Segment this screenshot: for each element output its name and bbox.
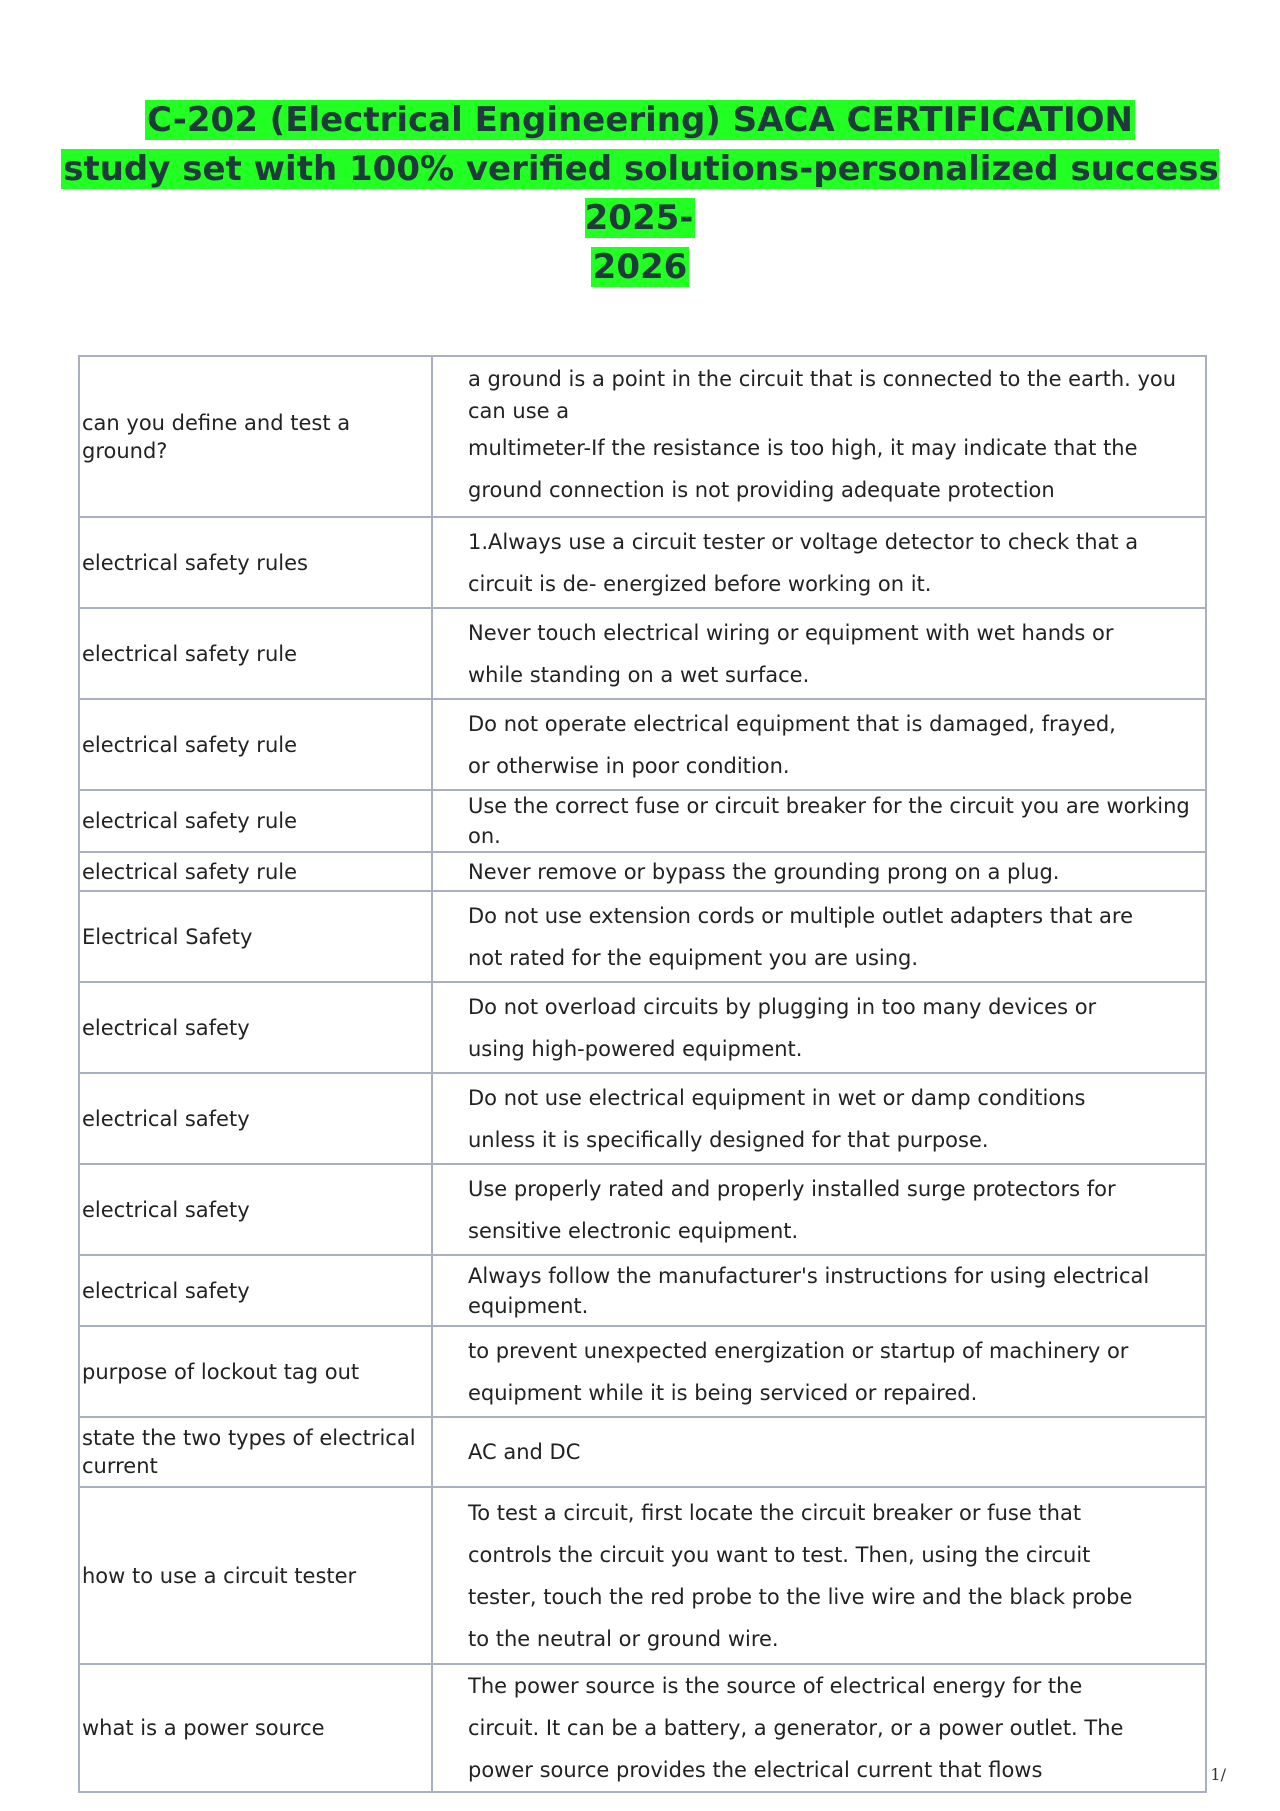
- question-cell: electrical safety: [79, 1073, 432, 1164]
- answer-line: To test a circuit, first locate the circuit breaker or fuse that: [468, 1500, 1082, 1525]
- answer-line: controls the circuit you want to test. Then, using the circuit: [468, 1542, 1091, 1567]
- question-cell: electrical safety: [79, 1164, 432, 1255]
- table-row: [79, 1255, 1206, 1326]
- answer-line: Never touch electrical wiring or equipment with wet hands or: [468, 620, 1114, 645]
- answer-cell: [432, 699, 1206, 790]
- table-row: [79, 356, 1206, 517]
- table-row: [79, 852, 1206, 891]
- answer-line: not rated for the equipment you are using.: [468, 945, 919, 970]
- question-cell: purpose of lockout tag out: [79, 1326, 432, 1417]
- table-row: [79, 790, 1206, 852]
- question-cell: state the two types of electrical current: [79, 1417, 432, 1487]
- question-cell: electrical safety rule: [79, 608, 432, 699]
- answer-cell: [432, 608, 1206, 699]
- question-cell: can you define and test a ground?: [79, 356, 432, 517]
- answer-line: Use properly rated and properly installed surge protectors for: [468, 1176, 1116, 1201]
- answer-cell: [432, 356, 1206, 517]
- title-line-text: C-202 (Electrical Engineering) SACA CERTIFICATION: [147, 100, 1133, 140]
- question-cell: electrical safety rule: [79, 852, 432, 891]
- question-cell: what is a power source: [79, 1664, 432, 1792]
- answer-line: ground connection is not providing adequate protection: [468, 477, 1055, 502]
- table-row: [79, 608, 1206, 699]
- table-row: [79, 1417, 1206, 1487]
- title-line: [40, 243, 1240, 292]
- table-row: [79, 699, 1206, 790]
- answer-line: circuit. It can be a battery, a generator, or a power outlet. The: [468, 1716, 1124, 1740]
- answer-line: Do not use extension cords or multiple outlet adapters that are: [468, 903, 1133, 928]
- answer-line: Do not use electrical equipment in wet or damp conditions: [468, 1085, 1086, 1110]
- answer-line: sensitive electronic equipment.: [468, 1218, 799, 1243]
- table-row: [79, 1664, 1206, 1792]
- document-title: [40, 96, 1240, 292]
- table-row: [79, 1326, 1206, 1417]
- answer-line: multimeter-If the resistance is too high, it may indicate that the: [468, 435, 1138, 460]
- answer-line: unless it is specifically designed for that purpose.: [468, 1127, 989, 1152]
- answer-line: a ground is a point in the circuit that is connected to the earth. you can use a: [468, 366, 1177, 423]
- table-row: [79, 891, 1206, 982]
- question-cell: Electrical Safety: [79, 891, 432, 982]
- answer-line: tester, touch the red probe to the live wire and the black probe: [468, 1584, 1133, 1609]
- answer-cell: [432, 1664, 1206, 1792]
- question-cell: electrical safety: [79, 1255, 432, 1326]
- answer-line: 1.Always use a circuit tester or voltage detector to check that a: [468, 529, 1139, 554]
- answer-line: equipment while it is being serviced or repaired.: [468, 1380, 978, 1405]
- question-cell: electrical safety rule: [79, 790, 432, 852]
- answer-line: AC and DC: [468, 1440, 581, 1464]
- answer-cell: [432, 1326, 1206, 1417]
- answer-cell: [432, 1487, 1206, 1664]
- answer-cell: [432, 982, 1206, 1073]
- answer-line: Always follow the manufacturer's instructions for using electrical equipment.: [468, 1263, 1150, 1318]
- table-row: [79, 1164, 1206, 1255]
- answer-line: Do not operate electrical equipment that is damaged, frayed,: [468, 711, 1116, 736]
- question-cell: electrical safety rules: [79, 517, 432, 608]
- title-line: [40, 96, 1240, 145]
- page-number: 1/: [1210, 1765, 1226, 1784]
- answer-line: circuit is de- energized before working on it.: [468, 571, 932, 596]
- answer-line: Never remove or bypass the grounding prong on a plug.: [468, 859, 1060, 884]
- table-row: [79, 1073, 1206, 1164]
- answer-cell: [432, 852, 1206, 891]
- answer-line: to the neutral or ground wire.: [468, 1626, 779, 1651]
- question-cell: electrical safety rule: [79, 699, 432, 790]
- answer-line: power source provides the electrical current that flows: [468, 1758, 1043, 1782]
- answer-line: using high-powered equipment.: [468, 1036, 803, 1061]
- answer-line: Do not overload circuits by plugging in too many devices or: [468, 994, 1097, 1019]
- title-line-text: 2026: [592, 247, 688, 287]
- answer-cell: [432, 517, 1206, 608]
- answer-cell: [432, 1164, 1206, 1255]
- table-row: [79, 982, 1206, 1073]
- answer-cell: [432, 1073, 1206, 1164]
- question-cell: electrical safety: [79, 982, 432, 1073]
- answer-cell: [432, 1255, 1206, 1326]
- title-line: [40, 145, 1240, 243]
- answer-line: or otherwise in poor condition.: [468, 753, 790, 778]
- answer-line: to prevent unexpected energization or startup of machinery or: [468, 1338, 1129, 1363]
- title-line-text: study set with 100% verified solutions-personalized success 2025-: [63, 149, 1219, 238]
- answer-cell: [432, 1417, 1206, 1487]
- answer-cell: [432, 891, 1206, 982]
- question-cell: how to use a circuit tester: [79, 1487, 432, 1664]
- answer-line: while standing on a wet surface.: [468, 662, 810, 687]
- table-row: [79, 1487, 1206, 1664]
- table-row: [79, 517, 1206, 608]
- answer-line: The power source is the source of electrical energy for the: [468, 1674, 1083, 1698]
- study-table: [78, 355, 1207, 1793]
- answer-line: Use the correct fuse or circuit breaker for the circuit you are working on.: [468, 794, 1190, 848]
- answer-cell: [432, 790, 1206, 852]
